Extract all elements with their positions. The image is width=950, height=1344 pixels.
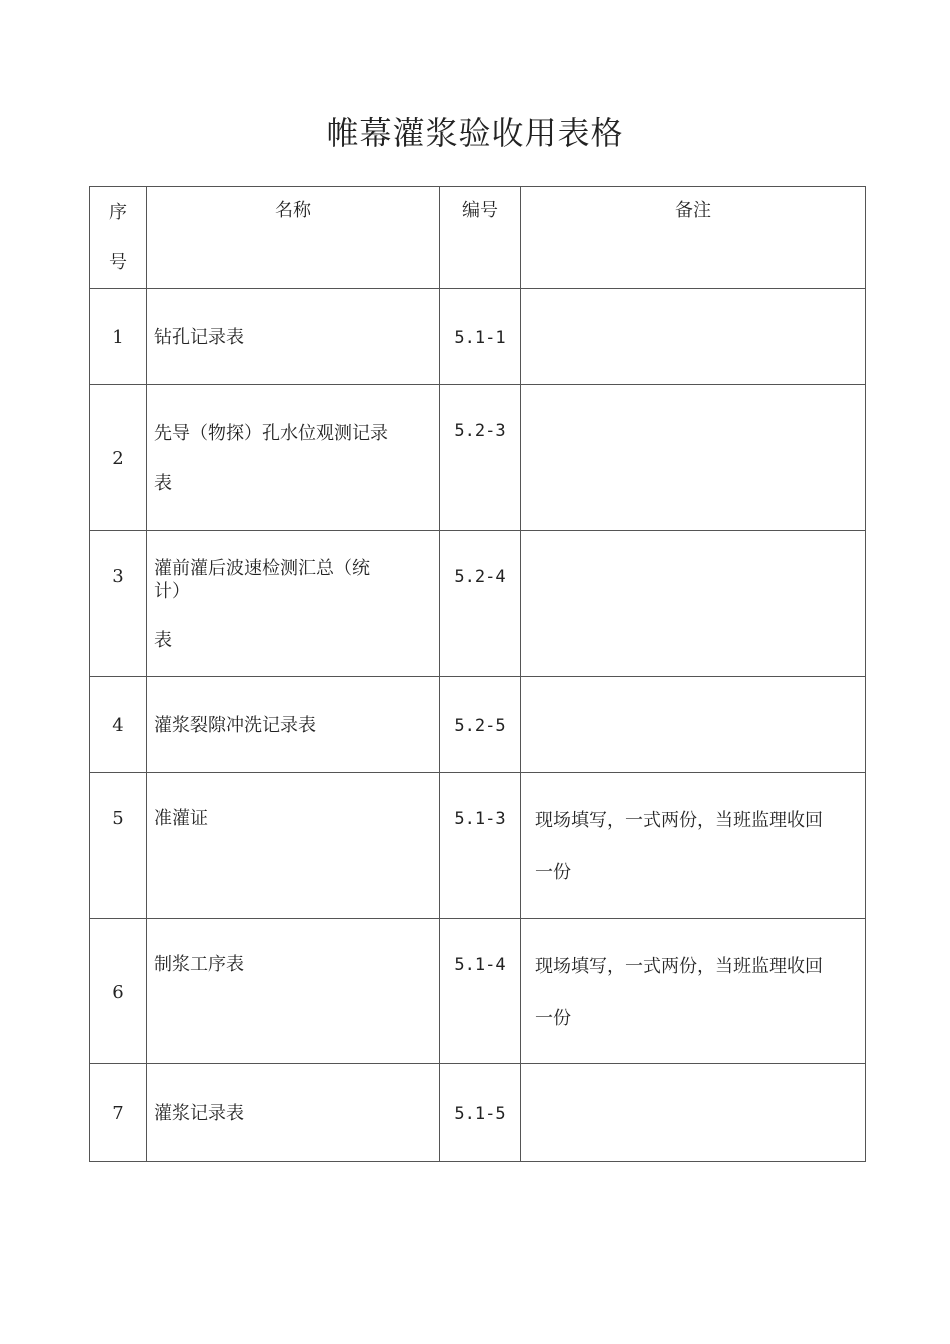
row-code: 5.1-4 [454, 955, 506, 975]
header-seq-line2: 号 [109, 252, 127, 273]
row-name-line1: 先导（物探）孔水位观测记录 [154, 423, 388, 444]
row-seq: 2 [112, 448, 124, 469]
row-note [521, 677, 866, 773]
row-name: 制浆工序表 [154, 954, 244, 975]
row-note-line1: 现场填写，一式两份，当班监理收回 [535, 810, 823, 831]
row-name-line3: 表 [154, 630, 172, 651]
page-title: 帷幕灌浆验收用表格 [326, 114, 624, 152]
table-row [90, 289, 866, 385]
row-note [521, 531, 866, 677]
row-seq: 1 [112, 327, 124, 348]
row-note [521, 289, 866, 385]
row-note-line1: 现场填写，一式两份，当班监理收回 [535, 956, 823, 977]
table-row [90, 773, 866, 919]
header-note [521, 187, 866, 289]
header-row [90, 187, 866, 289]
row-note-line2: 一份 [535, 862, 571, 883]
header-note-label: 备注 [675, 200, 711, 221]
table-row [90, 919, 866, 1064]
row-name: 灌浆裂隙冲洗记录表 [154, 715, 316, 736]
row-name-line2: 计） [154, 581, 190, 602]
row-name: 钻孔记录表 [154, 327, 244, 348]
row-code: 5.1-5 [454, 1104, 506, 1124]
row-code: 5.1-3 [454, 809, 506, 829]
row-note [521, 1064, 866, 1162]
header-name [147, 187, 440, 289]
row-seq: 7 [112, 1103, 124, 1124]
table-row [90, 531, 866, 677]
row-name: 灌浆记录表 [154, 1103, 244, 1124]
row-code: 5.2-3 [454, 421, 506, 441]
header-name-label: 名称 [275, 200, 311, 221]
acceptance-forms-table [89, 186, 866, 1162]
row-code: 5.2-4 [454, 567, 506, 587]
row-seq: 5 [112, 808, 124, 829]
row-name-line2: 表 [154, 473, 172, 494]
table-row [90, 1064, 866, 1162]
row-name-line1: 灌前灌后波速检测汇总（统 [154, 558, 370, 579]
table-row [90, 385, 866, 531]
header-code-label: 编号 [462, 200, 498, 221]
header-seq-line1: 序 [109, 202, 127, 223]
row-note [521, 385, 866, 531]
row-seq: 6 [112, 982, 124, 1003]
row-seq: 4 [112, 715, 124, 736]
table-row [90, 677, 866, 773]
row-name: 准灌证 [154, 808, 208, 829]
header-seq [90, 187, 147, 289]
row-code: 5.1-1 [454, 328, 506, 348]
row-note-line2: 一份 [535, 1008, 571, 1029]
row-code: 5.2-5 [454, 716, 506, 736]
header-code [440, 187, 521, 289]
row-seq: 3 [112, 566, 124, 587]
